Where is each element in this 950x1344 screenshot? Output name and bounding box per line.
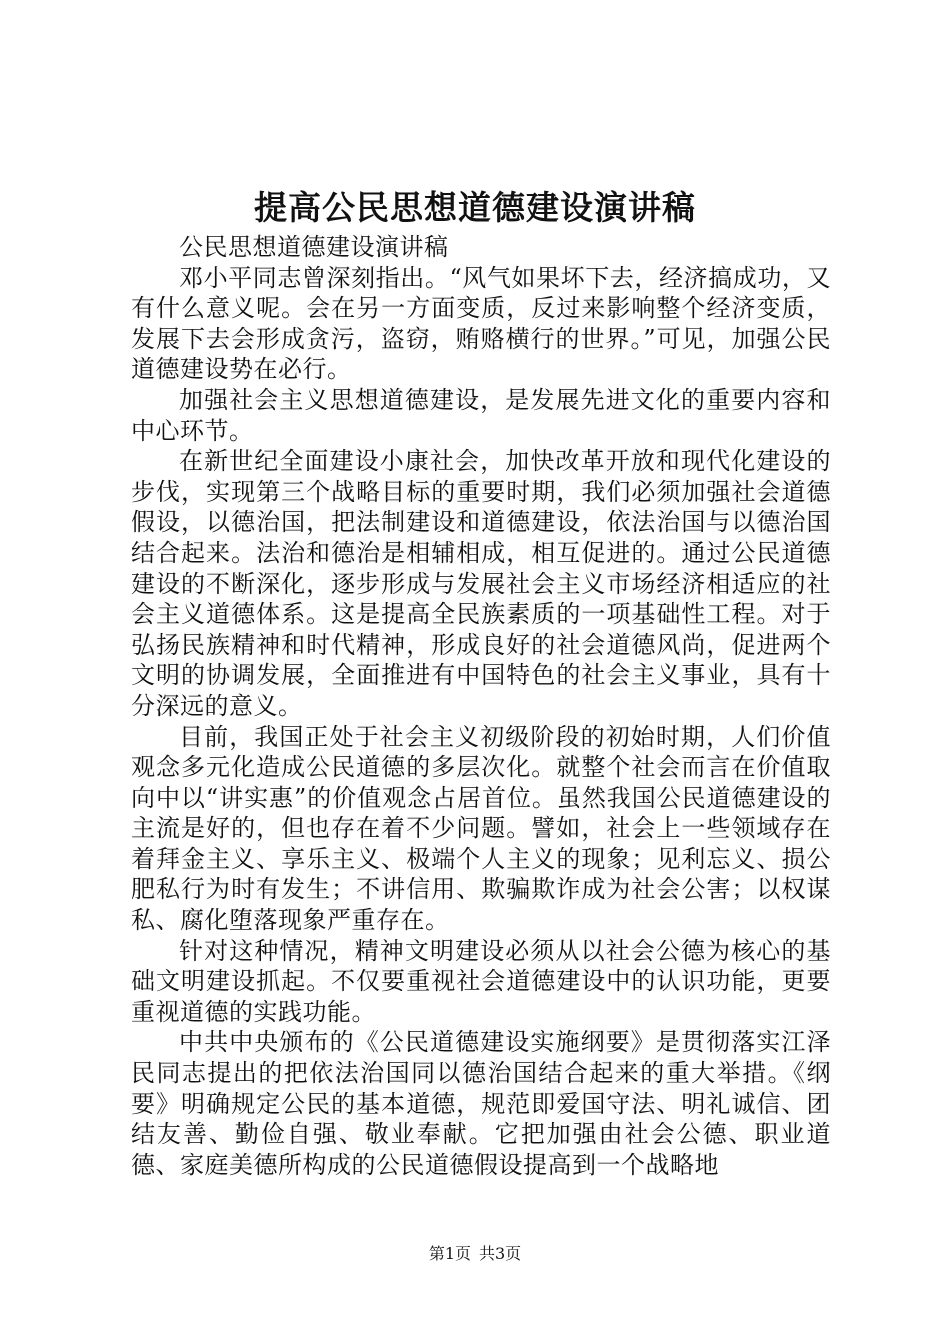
paragraph: 邓小平同志曾深刻指出。“风气如果坏下去，经济搞成功，又有什么意义呢。会在另一方面变质，反过来影响整个经济变质，发展下去会形成贪污，盗窃，贿赂横行的世界。”可见，加强公民道德建设势在必行。	[131, 263, 831, 384]
page-footer	[0, 1243, 950, 1265]
document-title: 提高公民思想道德建设演讲稿	[254, 188, 696, 227]
paragraph: 加强社会主义思想道德建设，是发展先进文化的重要内容和中心环节。	[131, 385, 831, 445]
paragraph: 在新世纪全面建设小康社会，加快改革开放和现代化建设的步伐，实现第三个战略目标的重要时期，我们必须加强社会道德假设，以德治国，把法制建设和道德建设，依法治国与以德治国结合起来。法治和德治是相辅相成，相互促进的。通过公民道德建设的不断深化，逐步形成与发展社会主义市场经济相适应的社会主义道德体系。这是提高全民族素质的一项基础性工程。对于弘扬民族精神和时代精神，形成良好的社会道德风尚，促进两个文明的协调发展，全面推进有中国特色的社会主义事业，具有十分深远的意义。	[131, 447, 831, 720]
page-number: 第1页	[428, 1244, 471, 1263]
paragraph: 中共中央颁布的《公民道德建设实施纲要》是贯彻落实江泽民同志提出的把依法治国同以德治国结合起来的重大举措。《纲要》明确规定公民的基本道德，规范即爱国守法、明礼诚信、团结友善、勤俭自强、敬业奉献。它把加强由社会公德、职业道德、家庭美德所构成的公民道德假设提高到一个战略地	[131, 1028, 831, 1179]
document-body	[131, 232, 831, 1180]
paragraph: 目前，我国正处于社会主义初级阶段的初始时期，人们价值观念多元化造成公民道德的多层次化。就整个社会而言在价值取向中以“讲实惠”的价值观念占居首位。虽然我国公民道德建设的主流是好的，但也存在着不少问题。譬如，社会上一些领域存在着拜金主义、享乐主义、极端个人主义的现象；见利忘义、损公肥私行为时有发生；不讲信用、欺骗欺诈成为社会公害；以权谋私、腐化堕落现象严重存在。	[131, 722, 831, 935]
paragraph: 针对这种情况，精神文明建设必须从以社会公德为核心的基础文明建设抓起。不仅要重视社会道德建设中的认识功能，更要重视道德的实践功能。	[131, 936, 831, 1026]
paragraph-subtitle: 公民思想道德建设演讲稿	[179, 233, 449, 261]
page-total: 共3页	[479, 1244, 522, 1263]
